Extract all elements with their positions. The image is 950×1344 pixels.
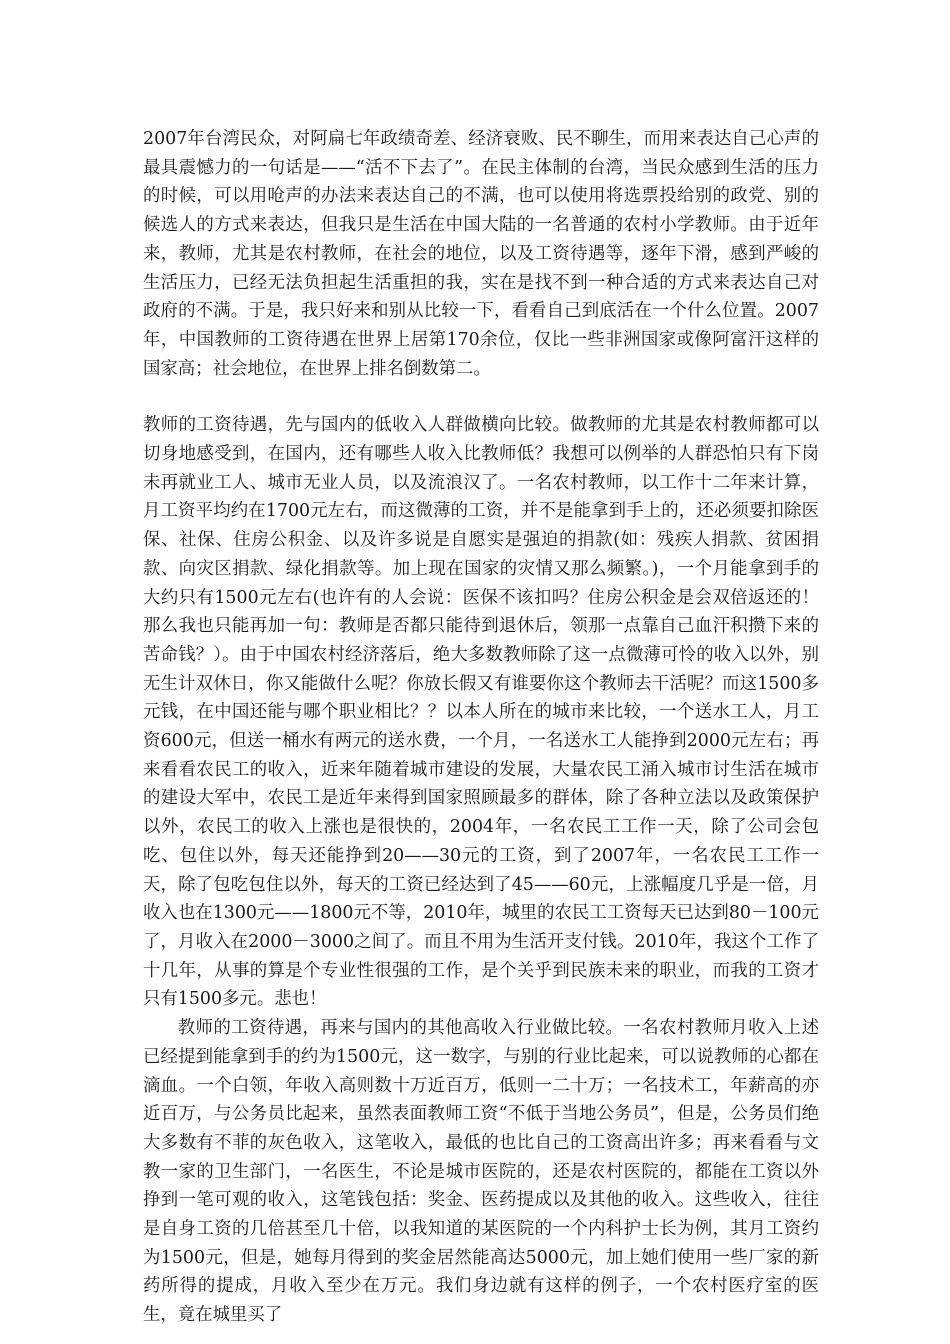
- paragraph-low-income-comparison: 教师的工资待遇，先与国内的低收入人群做横向比较。做教师的尤其是农村教师都可以切身地感受到，在国内，还有哪些人收入比教师低？我想可以例举的人群恐怕只有下岗未再就业工人、城市无业人员，以及流浪汉了。一名农村教师，以工作十二年来计算，月工资平均约在1700元左右，而这微薄的工资，并不是能拿到手上的，还必须要扣除医保、社保、住房公积金、以及许多说是自愿实是强迫的捐款(如：残疾人捐款、贫困捐款、向灾区捐款、绿化捐款等。加上现在国家的灾情又那么频繁。)，一个月能拿到手的大约只有1500元左右(也许有的人会说：医保不该扣吗？住房公积金是会双倍返还的！那么我也只能再加一句：教师是否都只能待到退休后，领那一点靠自己血汗积攒下来的苦命钱？）。由于中国农村经济落后，绝大多数教师除了这一点微薄可怜的收入以外，别无生计双休日，你又能做什么呢？你放长假又有谁要你这个教师去干活呢？而这1500多元钱，在中国还能与哪个职业相比？？以本人所在的城市来比较，一个送水工人，月工资600元，但送一桶水有两元的送水费，一个月，一名送水工人能挣到2000元左右；再来看看农民工的收入，近来年随着城市建设的发展，大量农民工涌入城市讨生活在城市的建设大军中，农民工是近年来得到国家照顾最多的群体，除了各种立法以及政策保护以外，农民工的收入上涨也是很快的，2004年，一名农民工工作一天，除了公司会包吃、包住以外，每天还能挣到20——30元的工资，到了2007年，一名农民工工作一天，除了包吃包住以外，每天的工资已经达到了45——60元，上涨幅度几乎是一倍，月收入也在1300元——1800元不等，2010年，城里的农民工工资每天已达到80－100元了，月收入在2000－3000之间了。而且不用为生活开支付钱。2010年，我这个工作了十几年，从事的算是个专业性很强的工作，是个关乎到民族未来的职业，而我的工资才只有1500多元。悲也！: [143, 415, 819, 1010]
- paragraph-intro: 2007年台湾民众，对阿扁七年政绩奇差、经济衰败、民不聊生，而用来表达自己心声的最具震憾力的一句话是——“活不下去了”。在民主体制的台湾，当民众感到生活的压力的时候，可以用呛声的办法来表达自己的不满，也可以使用将选票投给别的政党、别的候选人的方式来表达，但我只是生活在中国大陆的一名普通的农村小学教师。由于近年来，教师，尤其是农村教师，在社会的地位，以及工资待遇等，逐年下滑，感到严峻的生活压力，已经无法负担起生活重担的我，实在是找不到一种合适的方式来表达自己对政府的不满。于是，我只好来和别从比较一下，看看自己到底活在一个什么位置。2007年，中国教师的工资待遇在世界上居第170余位，仅比一些非洲国家或像阿富汗这样的国家高；社会地位，在世界上排名倒数第二。: [143, 129, 819, 379]
- document-body: [143, 125, 819, 1330]
- paragraph-spacer: [143, 383, 819, 411]
- paragraph-high-income-comparison: 教师的工资待遇，再来与国内的其他高收入行业做比较。一名农村教师月收入上述已经提到能拿到手的约为1500元，这一数字，与别的行业比起来，可以说教师的心都在滴血。一个白领，年收入高则数十万近百万，低则一二十万；一名技术工，年薪高的亦近百万，与公务员比起来，虽然表面教师工资“不低于当地公务员”，但是，公务员们绝大多数有不菲的灰色收入，这笔收入，最低的也比自己的工资高出许多；再来看看与文教一家的卫生部门，一名医生，不论是城市医院的，还是农村医院的，都能在工资以外挣到一笔可观的收入，这笔钱包括：奖金、医药提成以及其他的收入。这些收入，往往是自身工资的几倍甚至几十倍，以我知道的某医院的一个内科护士长为例，其月工资约为1500元，但是，她每月得到的奖金居然能高达5000元，加上她们使用一些厂家的新药所得的提成，月收入至少在万元。我们身边就有这样的例子，一个农村医疗室的医生，竟在城里买了: [143, 1018, 819, 1326]
